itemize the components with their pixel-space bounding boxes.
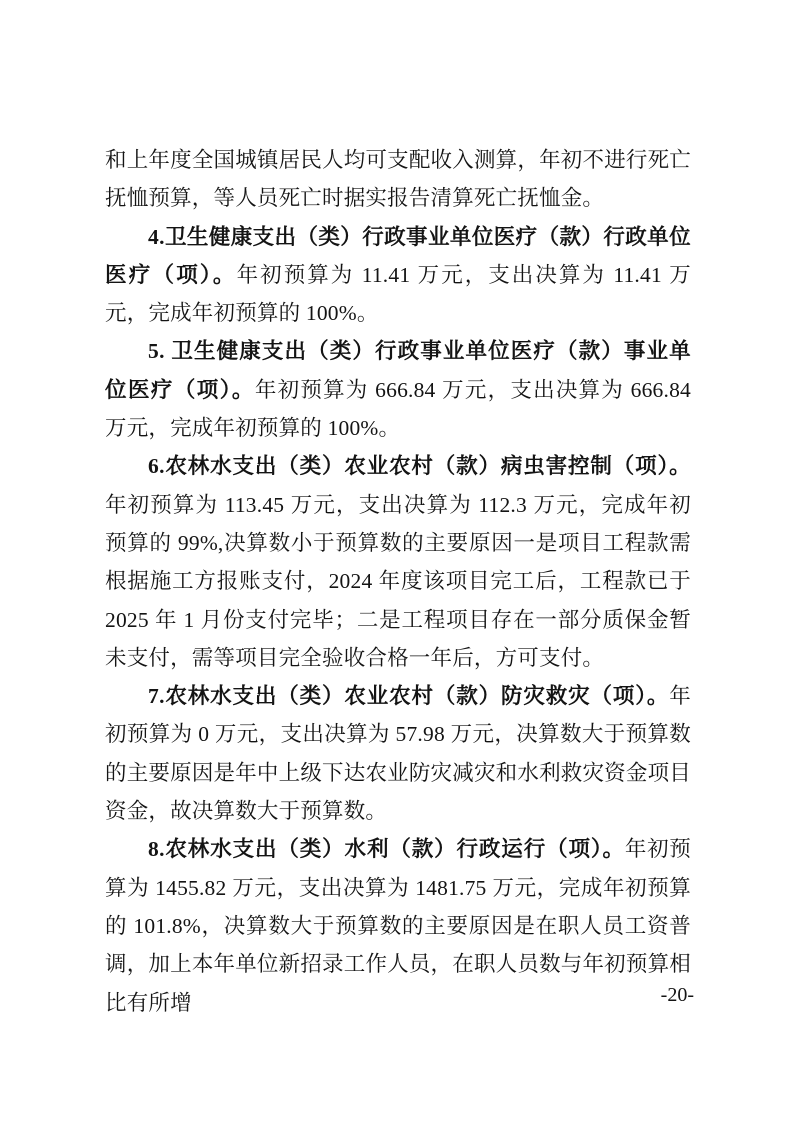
paragraph-item-4 bbox=[105, 218, 691, 333]
paragraph-text: 年初预算为 666.84 万元，支出决算为 666.84 万元，完成年初预算的 100%。 bbox=[105, 377, 691, 441]
paragraph-item-6 bbox=[105, 447, 691, 677]
paragraph-item-7 bbox=[105, 677, 691, 830]
paragraph-heading: 8.农林水支出（类）水利（款）行政运行（项）。 bbox=[148, 837, 625, 862]
paragraph-heading: 4.卫生健康支出（类）行政事业单位医疗（款）行政单位医疗（项）。 bbox=[105, 224, 691, 287]
paragraph-text: 年初预算为 1455.82 万元，支出决算为 1481.75 万元，完成年初预算的 101.8%，决算数大于预算数的主要原因是在职人员工资普调，加上本年单位新招录工作人员，在职人员数与年初预算相比有所增 bbox=[105, 837, 691, 1015]
page-number: -20- bbox=[660, 984, 694, 1006]
document-body bbox=[105, 141, 691, 1022]
paragraph-text: 年初预算为 0 万元，支出决算为 57.98 万元，决算数大于预算数的主要原因是年中上级下达农业防灾减灾和水利救灾资金项目资金，故决算数大于预算数。 bbox=[105, 684, 691, 824]
paragraph-heading: 7.农林水支出（类）农业农村（款）防灾救灾（项）。 bbox=[148, 684, 670, 709]
paragraph-heading: 5. 卫生健康支出（类）行政事业单位医疗（款）事业单位医疗（项）。 bbox=[105, 339, 691, 402]
paragraph-continuation bbox=[105, 141, 691, 218]
paragraph-item-8 bbox=[105, 830, 691, 1021]
paragraph-text: 年初预算为 11.41 万元，支出决算为 11.41 万元，完成年初预算的 100%。 bbox=[105, 262, 691, 326]
paragraph-text: 和上年度全国城镇居民人均可支配收入测算，年初不进行死亡抚恤预算，等人员死亡时据实报告清算死亡抚恤金。 bbox=[105, 148, 691, 211]
paragraph-text: 年初预算为 113.45 万元，支出决算为 112.3 万元，完成年初预算的 99%,决算数小于预算数的主要原因一是项目工程款需根据施工方报账支付，2024 年度该项目完工后，工程款已于 2025 年 1 月份支付完毕；二是工程项目存在一部分质保金暂未支付，需等项目完全验收合格一年后，方可支付。 bbox=[105, 492, 691, 670]
paragraph-item-5 bbox=[105, 332, 691, 447]
paragraph-heading: 6.农林水支出（类）农业农村（款）病虫害控制（项）。 bbox=[148, 454, 691, 479]
